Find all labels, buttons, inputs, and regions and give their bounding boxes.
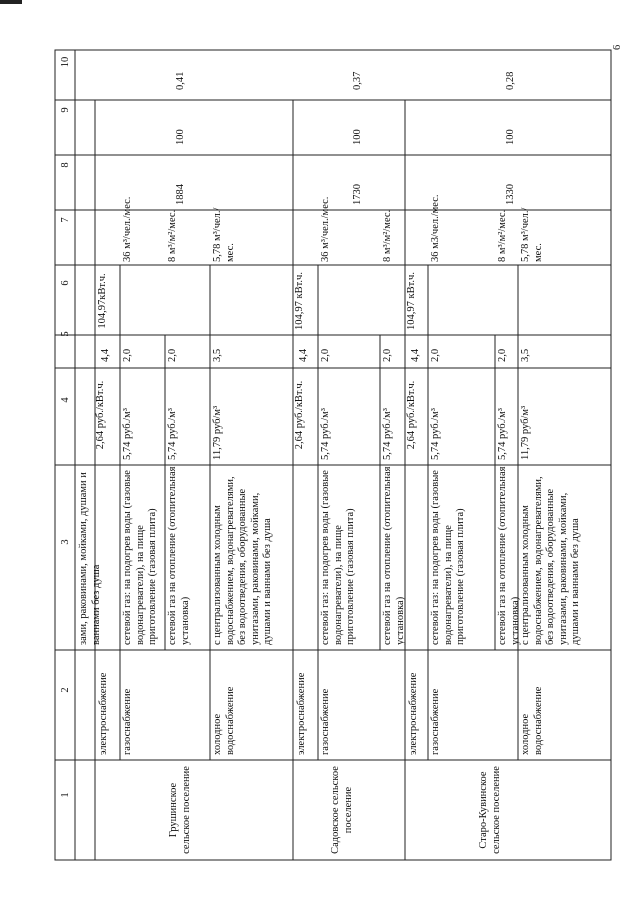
norm-cell: 36 м³/чел./мес.	[122, 196, 133, 262]
tariff-cell: 2,64 руб./кВт.ч.	[95, 380, 106, 450]
gas-desc: сетевой газ: на подогрев воды (газовые водонагреватели), на пище приготовление (газовая плита)	[320, 470, 356, 645]
tariff-cell: 2,64 руб./кВт.ч.	[406, 380, 417, 450]
value-col10: 0,41	[175, 71, 186, 90]
consumption-cell: 104,97кВт.ч.	[97, 273, 108, 329]
norm-cell: 8 м³/м²/мес.	[382, 209, 393, 262]
tariff-cell: 2,64 руб./кВт.ч.	[294, 380, 305, 450]
gas-desc: сетевой газ на отопление (отопительная установка)	[382, 466, 406, 645]
water-desc: с централизованным холодным водоснабжением, водонагревателями, без водоотведения, оборудованные унитазами, раковинами, мойками, душами и ваннами без душа	[212, 476, 273, 645]
tariff-cell: 5,74 руб./м³	[430, 408, 441, 460]
tariff-cell: 5,74 руб./м³	[382, 408, 393, 460]
gas-desc: сетевой газ: на подогрев воды (газовые водонагреватели), на пище приготовление (газовая плита)	[122, 470, 158, 645]
value-cell: 4,4	[100, 348, 111, 362]
norm-cell: 5,78 м³/чел./мес.	[520, 207, 544, 262]
service-gas: газоснабжение	[122, 688, 133, 755]
value-col8: 1330	[505, 184, 516, 205]
col-number-9: 9	[60, 107, 71, 113]
service-water: холодное водоснабжение	[212, 686, 236, 755]
tariff-cell: 5,74 руб./м³	[122, 408, 133, 460]
col-number-2: 2	[60, 687, 71, 693]
value-cell: 2,0	[122, 348, 133, 362]
tariff-cell: 5,74 руб./м³	[497, 408, 508, 460]
value-cell: 2,0	[167, 348, 178, 362]
tariff-cell: 11,79 руб/м³	[212, 405, 223, 460]
tariff-cell: 5,74 руб./м³	[320, 408, 331, 460]
consumption-cell: 104,97 кВт.ч.	[406, 272, 417, 330]
service-electricity: электроснабжение	[296, 672, 307, 755]
tariff-cell: 5,74 руб./м³	[167, 408, 178, 460]
value-cell: 3,5	[212, 348, 223, 362]
water-desc: с централизованным холодным водоснабжением, водонагревателями, без водоотведения, оборудованные унитазами, раковинами, мойками, душами и ваннами без душа	[520, 476, 581, 645]
norm-cell: 36 м3/чел./мес.	[430, 194, 441, 262]
norm-cell: 8 м³/м²/мес.	[167, 209, 178, 262]
value-col10: 0,37	[352, 71, 363, 90]
col-number-6: 6	[60, 280, 71, 286]
value-col9: 100	[505, 129, 516, 145]
settlement-name: Старо-Кувинское сельское поселение	[478, 766, 502, 854]
gas-desc: сетевой газ на отопление (отопительная установка)	[167, 466, 191, 645]
value-cell: 2,0	[430, 348, 441, 362]
value-cell: 2,0	[382, 348, 393, 362]
value-col10: 0,28	[505, 71, 516, 90]
norm-cell: 36 м³/чел./мес.	[320, 196, 331, 262]
col-number-5: 5	[60, 331, 71, 337]
norm-cell: 8 м³/м²/мес.	[497, 209, 508, 262]
value-cell: 4,4	[410, 348, 421, 362]
consumption-cell: 104,97 кВт.ч.	[294, 272, 305, 330]
service-gas: газоснабжение	[430, 688, 441, 755]
gas-desc: сетевой газ на отопление (отопительная установка)	[497, 466, 521, 645]
tariff-cell: 11,79 руб/м³	[520, 405, 531, 460]
value-col8: 1730	[352, 184, 363, 205]
carryover-text: зами, раковинами, мойками, душами и ваннами без душа	[78, 472, 102, 645]
gas-desc: сетевой газ: на подогрев воды (газовые водонагреватели), на пище приготовление (газовая плита)	[430, 470, 466, 645]
page-number: 6	[612, 44, 623, 50]
service-gas: газоснабжение	[320, 688, 331, 755]
col-number-4: 4	[60, 397, 71, 403]
service-electricity: электроснабжение	[408, 672, 419, 755]
value-cell: 3,5	[520, 348, 531, 362]
col-number-7: 7	[60, 217, 71, 223]
service-water: холодное водоснабжение	[520, 686, 544, 755]
service-electricity: электроснабжение	[98, 672, 109, 755]
value-cell: 4,4	[298, 348, 309, 362]
norm-cell: 5,78 м³/чел./мес.	[212, 207, 236, 262]
value-cell: 2,0	[320, 348, 331, 362]
col-number-1: 1	[60, 792, 71, 798]
value-col9: 100	[352, 129, 363, 145]
col-number-10: 10	[60, 56, 71, 68]
value-col9: 100	[175, 129, 186, 145]
settlement-name: Грушинское сельское поселение	[168, 766, 192, 854]
col-number-8: 8	[60, 162, 71, 168]
col-number-3: 3	[60, 539, 71, 545]
value-cell: 2,0	[497, 348, 508, 362]
settlement-name: Садовское сельское поселение	[330, 766, 354, 854]
value-col8: 1884	[175, 184, 186, 205]
